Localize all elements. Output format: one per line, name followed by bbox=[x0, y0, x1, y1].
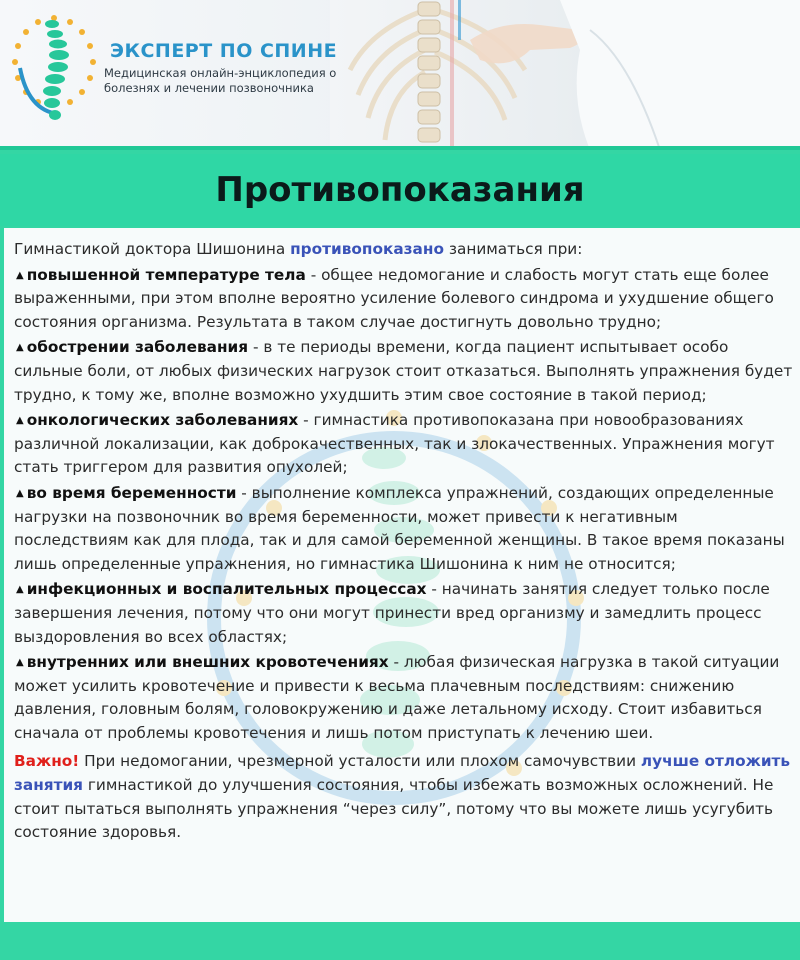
brand-subtitle-line-1: Медицинская онлайн-энциклопедия о bbox=[104, 66, 337, 80]
warning-paragraph bbox=[14, 750, 796, 844]
content-panel bbox=[4, 228, 800, 922]
triangle-bullet-icon: ▲ bbox=[16, 584, 24, 596]
item-text: - гимнастика противопоказана при новообразованиях различной локализации, как доброкачественных, так и злокачественных. Упражнения могут стать триггером для развития опухолей; bbox=[14, 411, 775, 477]
contraindications-text bbox=[14, 238, 796, 847]
intro-text-end: заниматься при: bbox=[443, 240, 583, 258]
item-text: - общее недомогание и слабость могут стать еще более выраженными, при этом вполне вероятно усиление болевого синдрома и ухудшение общего состояния организма. Результата в таком случае достигнуть довольно трудно; bbox=[14, 265, 774, 331]
triangle-bullet-icon: ▲ bbox=[16, 342, 24, 354]
item-text: - любая физическая нагрузка в такой ситуации может усилить кровотечение и привести к весьма плачевным последствиям: снижению давления, головным болям, головокружению и даже летальному исходу. Стоит избавиться сначала от проблемы кровотечения и лишь потом приступать к лечению шеи. bbox=[14, 653, 780, 742]
brand-subtitle-line-2: болезнях и лечении позвоночника bbox=[104, 81, 314, 95]
warning-label: Важно! bbox=[14, 752, 80, 771]
item-term: во время беременности bbox=[26, 483, 237, 502]
list-item bbox=[14, 336, 796, 407]
header-banner bbox=[0, 0, 800, 150]
warning-text: При недомогании, чрезмерной усталости или плохом самочувствии bbox=[79, 752, 641, 771]
spine-illustration-icon bbox=[330, 0, 800, 150]
brand-title: ЭКСПЕРТ ПО СПИНЕ bbox=[110, 40, 338, 62]
warning-highlight: лучше отложить занятия bbox=[14, 752, 791, 795]
item-text: - выполнение комплекса упражнений, создающих определенные нагрузки на позвоночник во время беременности, может привести к негативным последствиям как для плода, так и для самой беременной женщины. В такое время показаны лишь определенные упражнения, но гимнастика Шишонина к ним не относится; bbox=[14, 483, 785, 573]
list-item bbox=[14, 409, 796, 480]
item-term: повышенной температуре тела bbox=[26, 265, 306, 284]
item-term: онкологических заболеваниях bbox=[26, 411, 299, 430]
triangle-bullet-icon: ▲ bbox=[16, 415, 24, 427]
list-item bbox=[14, 264, 796, 335]
warning-text-end: гимнастикой до улучшения состояния, чтобы избежать возможных осложнений. Не стоит пытаться выполнять упражнения “через силу”, потому что вы можете лишь усугубить состояние здоровья. bbox=[14, 776, 774, 842]
brand-subtitle bbox=[104, 66, 354, 96]
intro-paragraph bbox=[14, 238, 796, 262]
item-text: - начинать занятия следует только после завершения лечения, потому что они могут принести вред организму и замедлить процесс выздоровления во всех областях; bbox=[14, 580, 770, 646]
page-title: Противопоказания bbox=[215, 170, 585, 210]
item-term: инфекционных и воспалительных процессах bbox=[26, 580, 427, 599]
triangle-bullet-icon: ▲ bbox=[16, 657, 24, 669]
list-item bbox=[14, 651, 796, 745]
list-item bbox=[14, 482, 796, 576]
item-term: внутренних или внешних кровотечениях bbox=[26, 653, 389, 672]
item-text: - в те периоды времени, когда пациент испытывает особо сильные боли, от любых физических нагрузок стоит отказаться. Выполнять упражнения будет трудно, к тому же, вполне возможно ухудшить этим свое состояние в такой период; bbox=[14, 338, 793, 404]
triangle-bullet-icon: ▲ bbox=[16, 269, 24, 281]
spine-logo-icon bbox=[8, 10, 100, 128]
triangle-bullet-icon: ▲ bbox=[16, 487, 24, 499]
intro-text: Гимнастикой доктора Шишонина bbox=[14, 240, 291, 258]
intro-highlight: противопоказано bbox=[290, 240, 444, 258]
list-item bbox=[14, 578, 796, 649]
item-term: обострении заболевания bbox=[26, 338, 249, 357]
